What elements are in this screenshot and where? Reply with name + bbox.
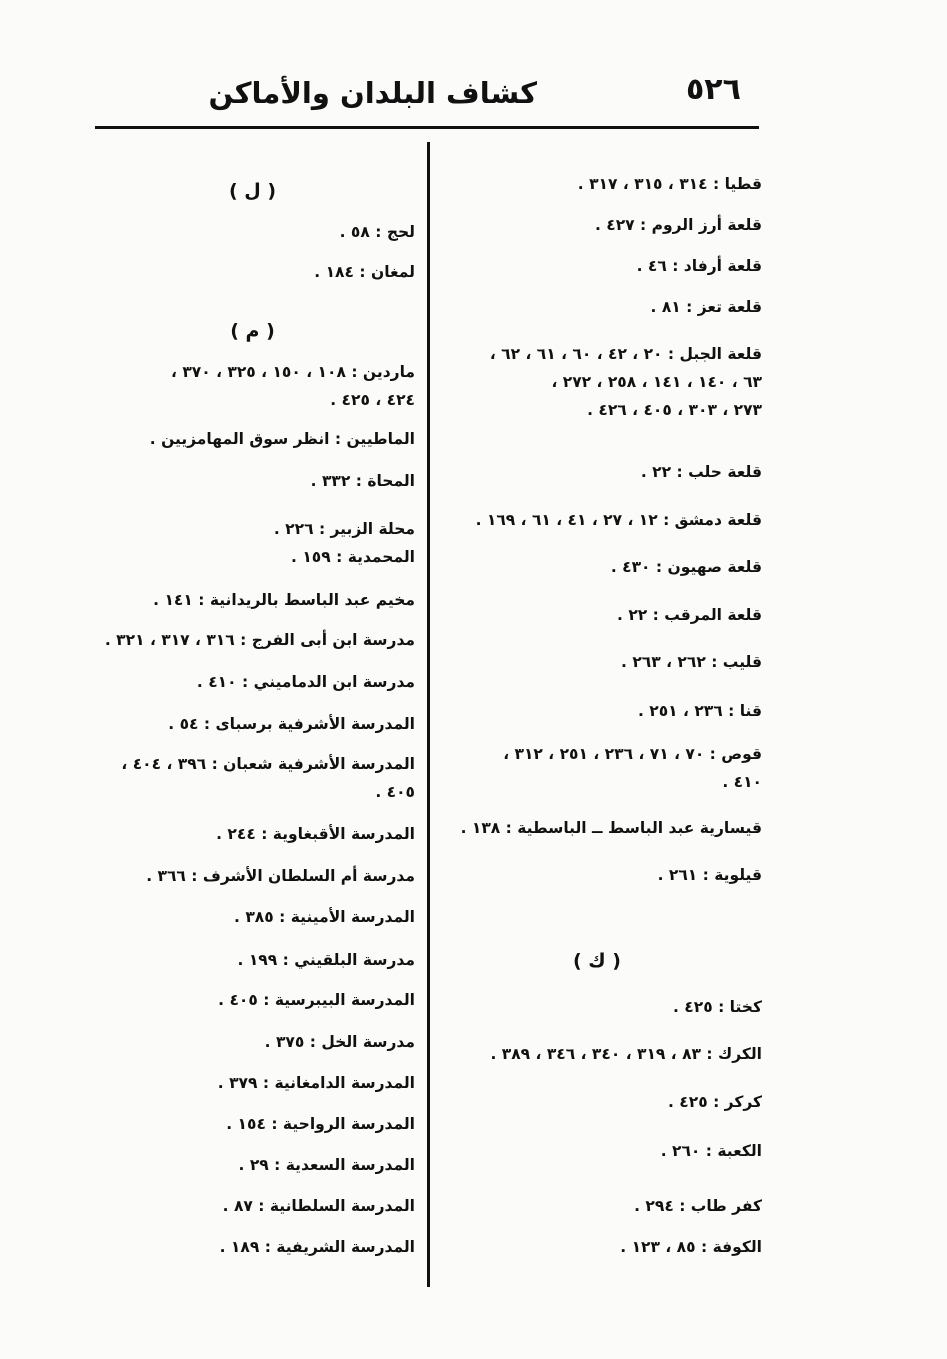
index-entry-line: المدرسة الأقبغاوية : ٢٤٤ . (216, 825, 415, 843)
index-entry (432, 1137, 762, 1165)
index-entry (90, 668, 415, 696)
index-entry (432, 170, 762, 198)
index-entry (90, 358, 415, 414)
index-entry (432, 1192, 762, 1220)
index-entry (90, 543, 415, 571)
index-entry-line: قلعة المرقب : ٢٢ . (617, 606, 762, 624)
index-entry (90, 946, 415, 974)
index-entry-line: المدرسة الدامغانية : ٣٧٩ . (217, 1074, 415, 1092)
index-entry (432, 1040, 762, 1068)
index-entry-line: المدرسة السلطانية : ٨٧ . (222, 1197, 415, 1215)
index-entry-line: ٤٢٤ ، ٤٢٥ . (330, 391, 415, 409)
index-entry (432, 861, 762, 889)
index-entry (90, 515, 415, 543)
index-entry-line: المحمدية : ١٥٩ . (291, 548, 415, 566)
index-entry-line: مدرسة ابن الدماميني : ٤١٠ . (196, 673, 415, 691)
index-entry (432, 506, 762, 534)
index-entry (432, 340, 762, 424)
index-entry (432, 211, 762, 239)
index-entry-line: ٤٠٥ . (375, 783, 415, 801)
index-entry-line: المدرسة الشريفية : ١٨٩ . (219, 1238, 415, 1256)
index-entry-line: كفر طاب : ٢٩٤ . (634, 1197, 762, 1215)
index-entry (432, 697, 762, 725)
index-entry-line: مدرسة ابن أبى الفرج : ٣١٦ ، ٣١٧ ، ٣٢١ . (104, 631, 415, 649)
index-entry (432, 814, 762, 842)
index-entry (432, 252, 762, 280)
column-divider (427, 142, 430, 1287)
index-entry-line: قلعة تعز : ٨١ . (650, 298, 762, 316)
index-entry (90, 467, 415, 495)
index-entry-line: المحاة : ٣٣٢ . (310, 472, 415, 490)
index-entry-line: الماطيين : انظر سوق المهامزيين . (149, 430, 415, 448)
index-entry-line: قطيا : ٣١٤ ، ٣١٥ ، ٣١٧ . (577, 175, 762, 193)
index-entry-line: مدرسة الخل : ٣٧٥ . (264, 1033, 415, 1051)
index-entry (90, 626, 415, 654)
index-entry-line: الكوفة : ٨٥ ، ١٢٣ . (620, 1238, 762, 1256)
index-entry (90, 750, 415, 806)
index-entry-line: مدرسة البلقيني : ١٩٩ . (237, 951, 415, 969)
index-entry-line: قلعة أرفاد : ٤٦ . (636, 257, 762, 275)
section-letter-m: ( م ) (230, 320, 275, 342)
index-entry (432, 293, 762, 321)
index-entry-line: قليب : ٢٦٢ ، ٢٦٣ . (621, 653, 762, 671)
index-entry-line: قلعة دمشق : ١٢ ، ٢٧ ، ٤١ ، ٦١ ، ١٦٩ . (475, 511, 762, 529)
index-entry (90, 258, 415, 286)
index-entry-line: مخيم عبد الباسط بالريدانية : ١٤١ . (153, 591, 415, 609)
index-entry (90, 586, 415, 614)
index-entry-line: المدرسة الرواحية : ١٥٤ . (226, 1115, 415, 1133)
index-entry (90, 710, 415, 738)
index-entry-line: قلعة صهيون : ٤٣٠ . (610, 558, 762, 576)
index-entry-line: ٢٧٣ ، ٣٠٣ ، ٤٠٥ ، ٤٢٦ . (587, 401, 762, 419)
index-entry (90, 1192, 415, 1220)
index-entry-line: قلعة الجبل : ٢٠ ، ٤٢ ، ٦٠ ، ٦١ ، ٦٢ ، (489, 345, 762, 363)
section-letter-l: ( ل ) (228, 180, 277, 202)
index-entry (90, 820, 415, 848)
index-entry (432, 553, 762, 581)
page-title: كشاف البلدان والأماكن (208, 76, 537, 110)
index-entry (90, 1110, 415, 1138)
header-rule (95, 126, 759, 129)
index-entry-line: المدرسة الأمينية : ٣٨٥ . (234, 908, 415, 926)
index-entry-line: المدرسة السعدية : ٢٩ . (238, 1156, 415, 1174)
index-entry (432, 1088, 762, 1116)
index-entry (90, 862, 415, 890)
index-entry-line: ٤١٠ . (722, 773, 762, 791)
index-entry-line: كركر : ٤٢٥ . (668, 1093, 762, 1111)
index-entry (90, 218, 415, 246)
index-entry-line: ماردين : ١٠٨ ، ١٥٠ ، ٣٢٥ ، ٣٧٠ ، (171, 363, 415, 381)
index-entry (90, 986, 415, 1014)
index-entry-line: المدرسة الأشرفية برسباى : ٥٤ . (168, 715, 415, 733)
index-entry-line: قنا : ٢٣٦ ، ٢٥١ . (637, 702, 762, 720)
index-entry-line: قلعة أرز الروم : ٤٢٧ . (594, 216, 762, 234)
index-entry (90, 1233, 415, 1261)
index-entry-line: قيلوية : ٢٦١ . (657, 866, 762, 884)
index-entry (432, 1233, 762, 1261)
index-entry (90, 1151, 415, 1179)
index-entry-line: لمغان : ١٨٤ . (314, 263, 415, 281)
index-entry (432, 993, 762, 1021)
index-entry-line: قوص : ٧٠ ، ٧١ ، ٢٣٦ ، ٢٥١ ، ٣١٢ ، (503, 745, 762, 763)
index-entry (90, 425, 415, 453)
index-entry (90, 903, 415, 931)
index-entry-line: لحج : ٥٨ . (339, 223, 415, 241)
index-entry (432, 601, 762, 629)
index-entry-line: قلعة حلب : ٢٢ . (640, 463, 762, 481)
index-entry (432, 648, 762, 676)
index-entry-line: كختا : ٤٢٥ . (672, 998, 762, 1016)
index-entry (90, 1069, 415, 1097)
index-entry (90, 1028, 415, 1056)
index-entry-line: الكرك : ٨٣ ، ٣١٩ ، ٣٤٠ ، ٣٤٦ ، ٣٨٩ . (490, 1045, 762, 1063)
index-entry-line: ٦٣ ، ١٤٠ ، ١٤١ ، ٢٥٨ ، ٢٧٢ ، (551, 373, 762, 391)
index-entry-line: قيسارية عبد الباسط ــ الباسطية : ١٣٨ . (460, 819, 762, 837)
section-letter-k: ( ك ) (572, 950, 621, 972)
index-entry-line: المدرسة البيبرسية : ٤٠٥ . (218, 991, 415, 1009)
index-entry-line: الكعبة : ٢٦٠ . (660, 1142, 762, 1160)
index-entry-line: المدرسة الأشرفية شعبان : ٣٩٦ ، ٤٠٤ ، (121, 755, 415, 773)
index-entry-line: محلة الزبير : ٢٢٦ . (273, 520, 415, 538)
index-entry (432, 740, 762, 796)
index-entry-line: مدرسة أم السلطان الأشرف : ٣٦٦ . (146, 867, 415, 885)
index-entry (432, 458, 762, 486)
page-number: ٥٢٦ (686, 72, 741, 107)
